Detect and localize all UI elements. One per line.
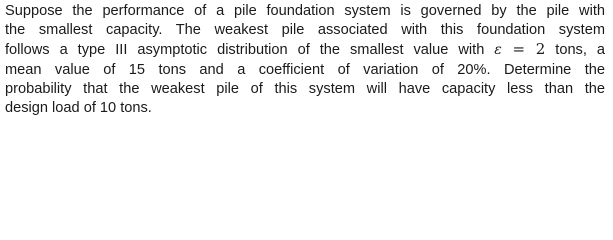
problem-line-2: the smallest capacity. The weakest pile associated with this foundation system: [5, 22, 605, 39]
problem-line-1: Suppose the performance of a pile foundation system is governed by the pile with: [5, 3, 605, 19]
problem-line-5: probability that the weakest pile of this system will have capacity less than the: [5, 80, 605, 97]
problem-line-4: mean value of 15 tons and a coefficient of variation of 20%. Determine the: [5, 61, 605, 78]
epsilon-symbol: ε: [494, 42, 502, 59]
epsilon-value: = 2: [501, 40, 546, 59]
problem-line-3: [5, 40, 605, 60]
problem-line-3-start: follows a type III asymptotic distribution of the smallest value with: [5, 42, 495, 59]
problem-line-3-end: tons, a: [545, 42, 605, 59]
problem-line-6: design load of 10 tons.: [5, 100, 152, 117]
problem-statement: [5, 2, 605, 118]
